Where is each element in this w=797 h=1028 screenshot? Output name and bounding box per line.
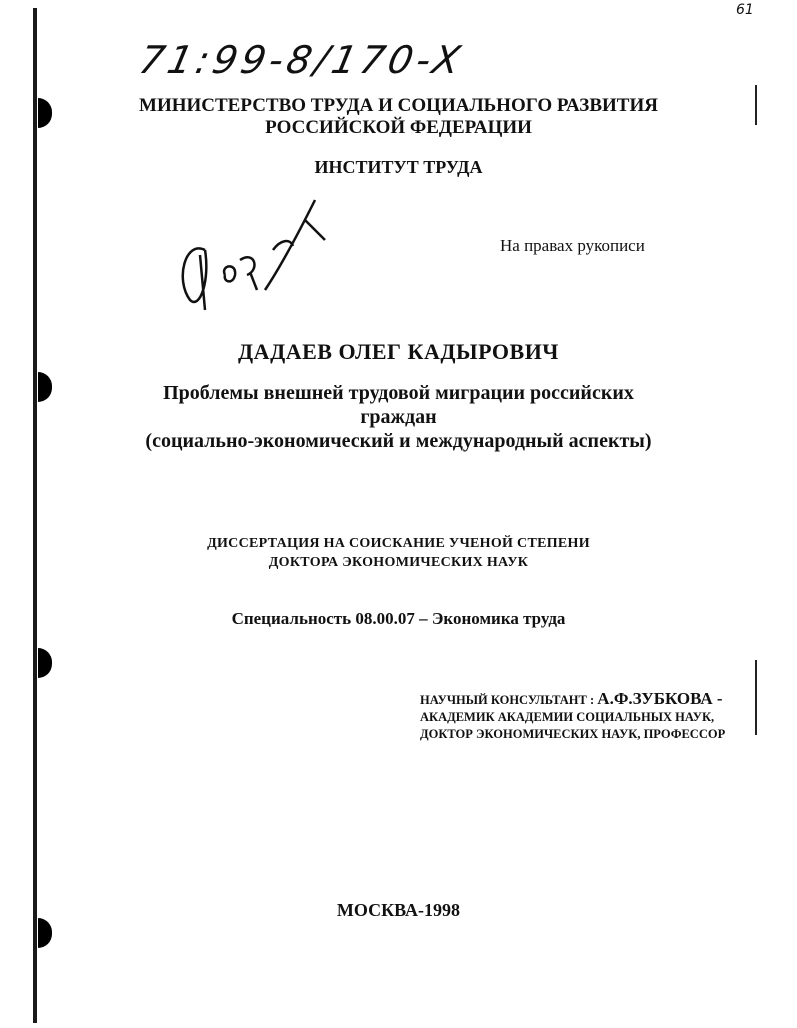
ministry-line: МИНИСТЕРСТВО ТРУДА И СОЦИАЛЬНОГО РАЗВИТИЯ [139,95,658,116]
advisor-name: А.Ф.ЗУБКОВА - [597,689,723,708]
manuscript-rights: На правах рукописи [500,236,645,255]
title-line: Проблемы внешней трудовой миграции российских [163,382,634,404]
scan-right-mark [755,660,757,735]
signature-icon [165,180,345,320]
page-number: 61 [736,2,754,18]
institute-name: ИНСТИТУТ ТРУДА [314,157,483,177]
degree-line: ДИССЕРТАЦИЯ НА СОИСКАНИЕ УЧЕНОЙ СТЕПЕНИ [207,536,590,551]
author-name: ДАДАЕВ ОЛЕГ КАДЫРОВИЧ [238,339,559,364]
punch-hole [38,648,52,678]
ministry-header [0,95,797,139]
advisor-label: НАУЧНЫЙ КОНСУЛЬТАНТ : [420,693,598,707]
title-line: (социально-экономический и международный аспекты) [145,430,652,452]
degree-line: ДОКТОРА ЭКОНОМИЧЕСКИХ НАУК [268,555,529,570]
scientific-advisor [420,690,725,743]
dissertation-title [0,381,797,453]
advisor-title: АКАДЕМИК АКАДЕМИИ СОЦИАЛЬНЫХ НАУК, [420,710,715,724]
title-line: граждан [360,406,437,428]
specialty: Специальность 08.00.07 – Экономика труда [231,609,566,628]
advisor-degree: ДОКТОР ЭКОНОМИЧЕСКИХ НАУК, ПРОФЕССОР [420,727,726,741]
punch-hole [38,918,52,948]
degree-statement [0,534,797,572]
ministry-line: РОССИЙСКОЙ ФЕДЕРАЦИИ [265,117,532,138]
archive-number: 71:99-8/170-X [135,38,468,82]
city-year: МОСКВА-1998 [336,900,461,920]
